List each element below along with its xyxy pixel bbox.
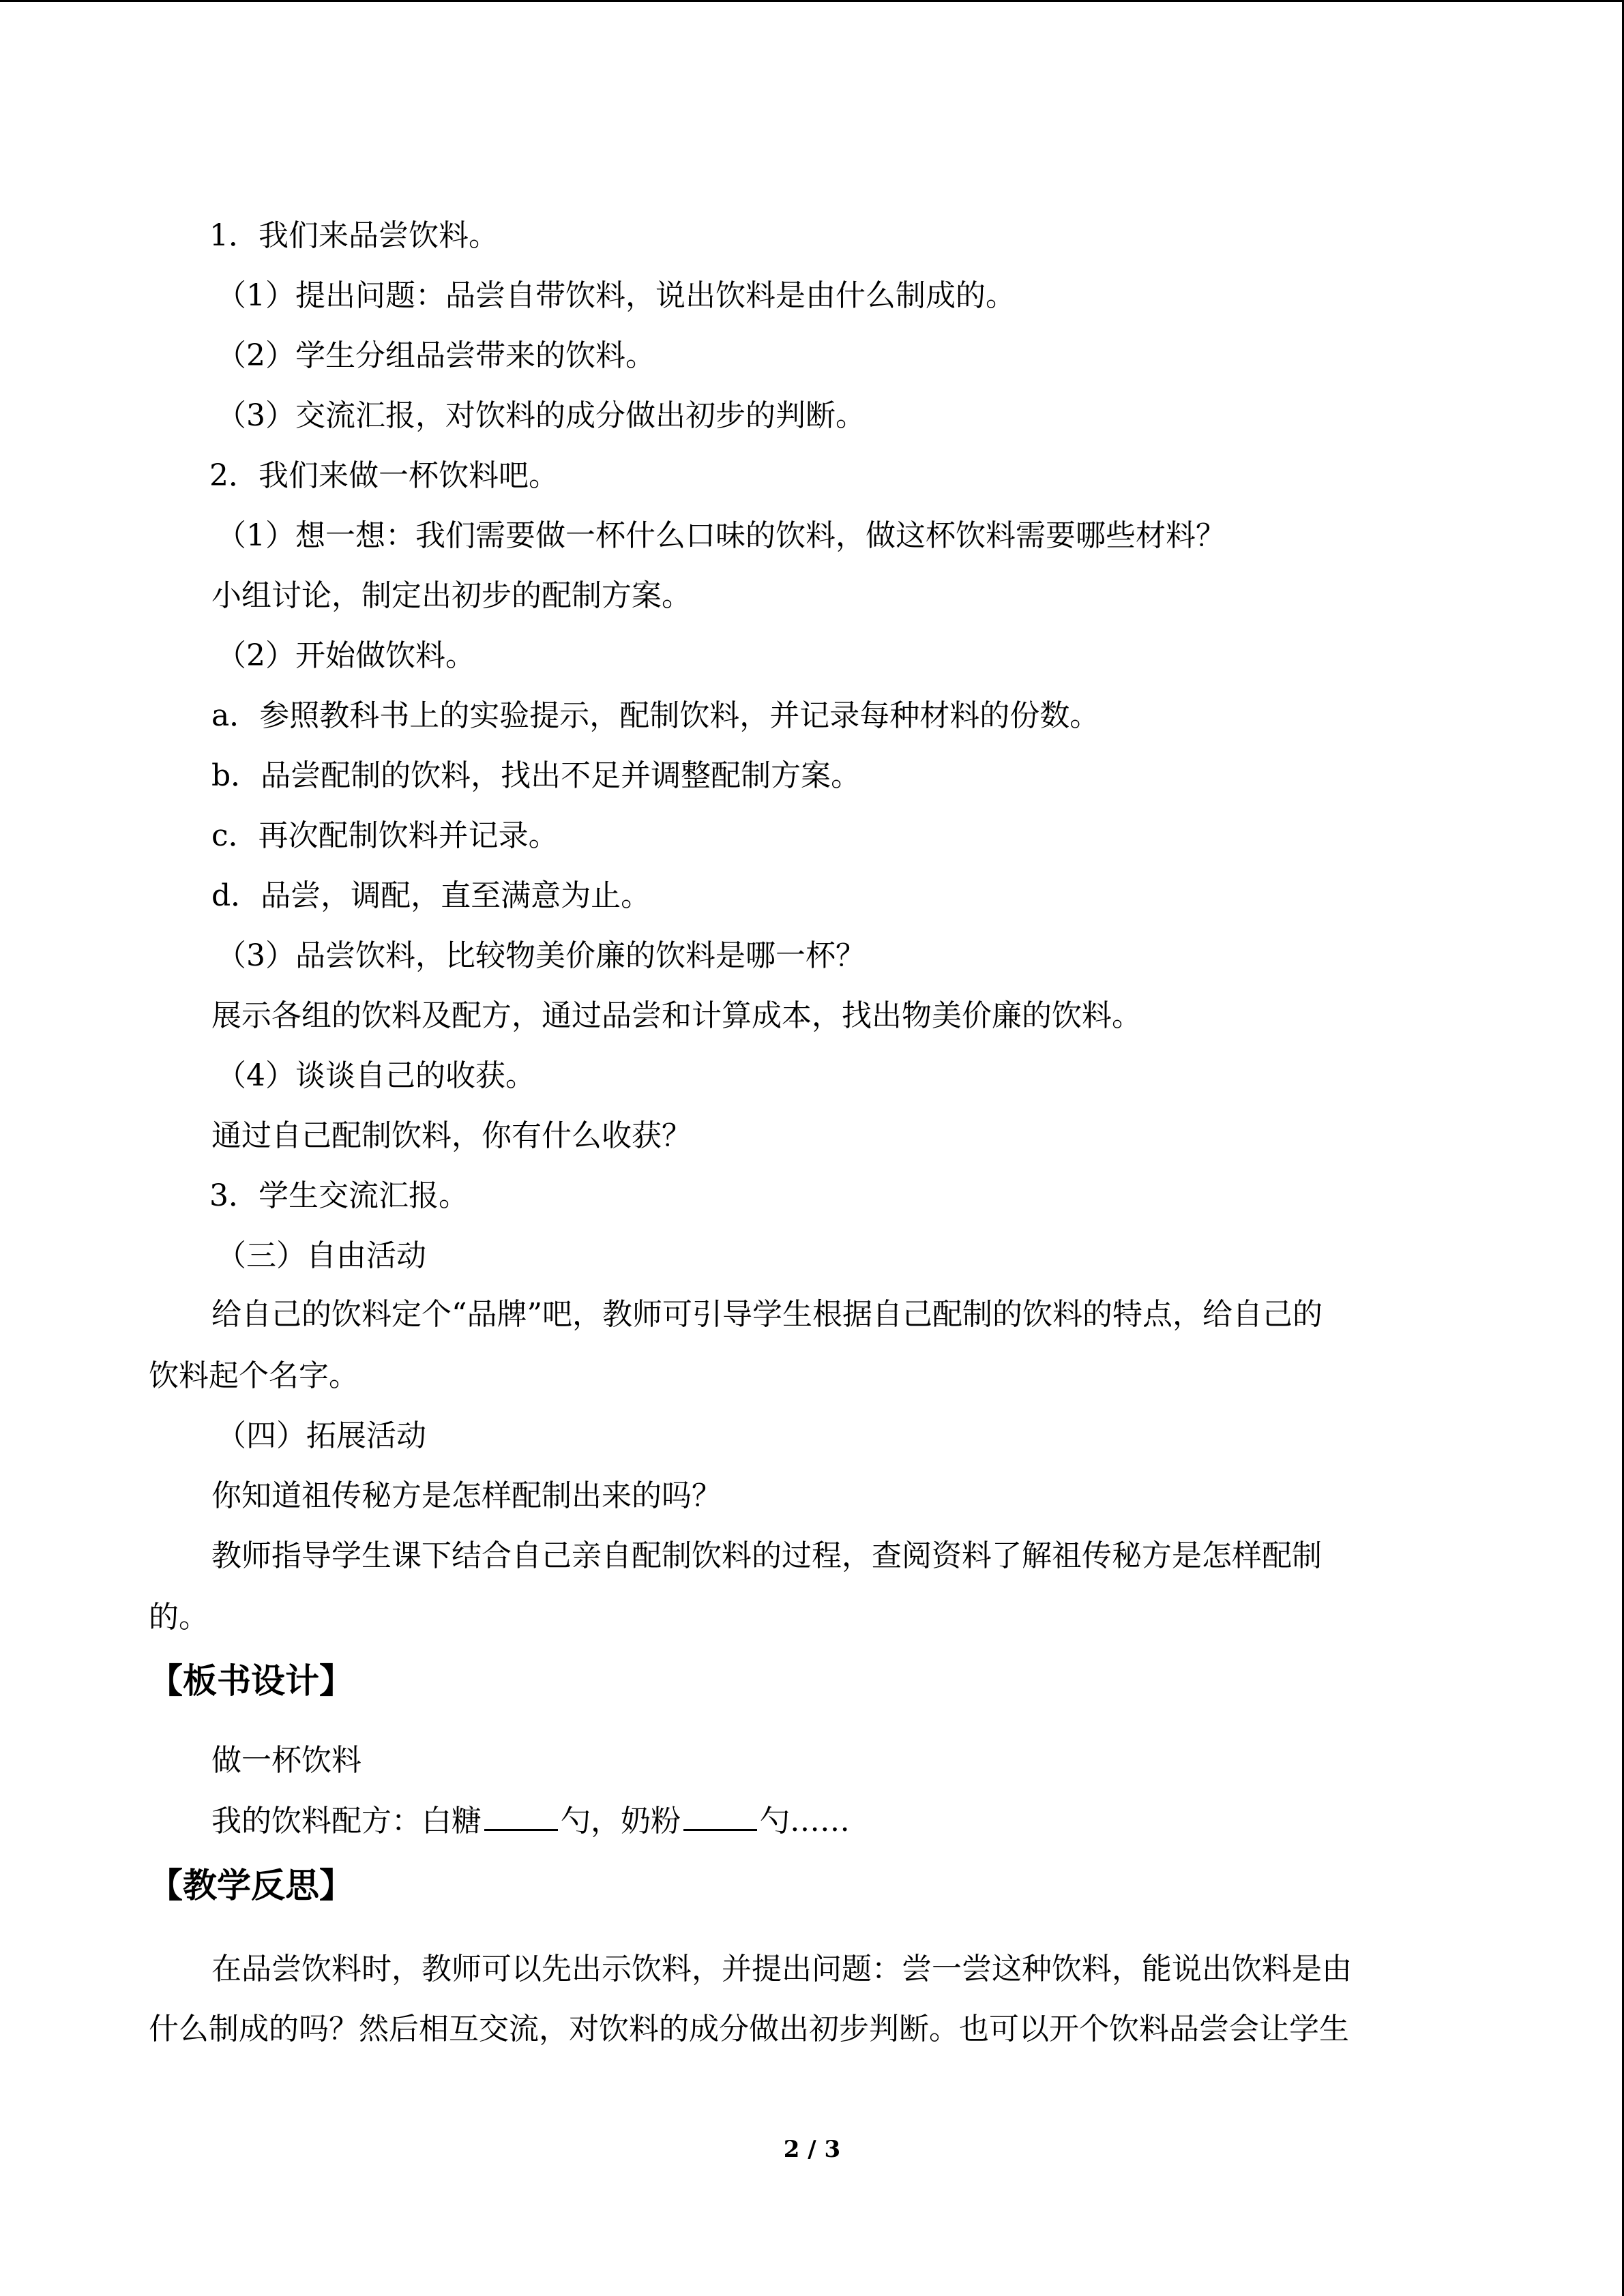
- page-number: 2 / 3: [783, 2136, 841, 2163]
- paragraph-line: 展示各组的饮料及配方，通过品尝和计算成本，找出物美价廉的饮料。: [211, 998, 1142, 1033]
- paragraph-line: 通过自己配制饮料，你有什么收获？: [211, 1118, 692, 1153]
- board-title: 做一杯饮料: [211, 1743, 361, 1778]
- paragraph-line: b．品尝配制的饮料，找出不足并调整配制方案。: [211, 758, 861, 793]
- paragraph-line: 小组讨论，制定出初步的配制方案。: [211, 578, 692, 613]
- section-heading-board-design: 【板书设计】: [149, 1661, 353, 1701]
- board-formula: [211, 1802, 850, 1840]
- paragraph-line: c．再次配制饮料并记录。: [211, 818, 559, 853]
- paragraph-line: 的。: [149, 1600, 209, 1635]
- formula-blank-milk: [683, 1802, 757, 1831]
- paragraph-line: 饮料起个名字。: [149, 1358, 359, 1393]
- reflection-line: 什么制成的吗？然后相互交流，对饮料的成分做出初步判断。也可以开个饮料品尝会让学生: [149, 2012, 1349, 2046]
- formula-prefix: 我的饮料配方：白糖: [211, 1804, 482, 1838]
- paragraph-line: a．参照教科书上的实验提示，配制饮料，并记录每种材料的份数。: [211, 698, 1100, 733]
- paragraph-line: 教师指导学生课下结合自己亲自配制饮料的过程，查阅资料了解祖传秘方是怎样配制: [211, 1538, 1322, 1573]
- paragraph-line: （2）学生分组品尝带来的饮料。: [216, 338, 655, 373]
- paragraph-line: （三）自由活动: [216, 1238, 426, 1273]
- paragraph-line: 你知道祖传秘方是怎样配制出来的吗？: [211, 1478, 722, 1513]
- paragraph-line: （1）想一想：我们需要做一杯什么口味的饮料，做这杯饮料需要哪些材料？: [216, 518, 1226, 553]
- paragraph-line: （3）交流汇报，对饮料的成分做出初步的判断。: [216, 398, 866, 433]
- paragraph-line: d．品尝，调配，直至满意为止。: [211, 878, 651, 913]
- paragraph-line: （3）品尝饮料，比较物美价廉的饮料是哪一杯？: [216, 938, 866, 973]
- paragraph-line: 2．我们来做一杯饮料吧。: [209, 458, 559, 493]
- paragraph-line: 1．我们来品尝饮料。: [209, 218, 499, 253]
- paragraph-line: 3．学生交流汇报。: [209, 1178, 469, 1213]
- paragraph-line: （四）拓展活动: [216, 1418, 426, 1453]
- paragraph-line: （1）提出问题：品尝自带饮料，说出饮料是由什么制成的。: [216, 278, 1016, 313]
- page-border-top: [0, 0, 1624, 2]
- paragraph-line: 给自己的饮料定个“品牌”吧，教师可引导学生根据自己配制的饮料的特点，给自己的: [211, 1297, 1323, 1332]
- paragraph-line: （2）开始做饮料。: [216, 638, 475, 673]
- formula-unit-2: 勺……: [760, 1804, 850, 1838]
- reflection-line: 在品尝饮料时，教师可以先出示饮料，并提出问题：尝一尝这种饮料，能说出饮料是由: [211, 1952, 1352, 1986]
- formula-unit-1: 勺，奶粉: [561, 1804, 681, 1838]
- formula-blank-sugar: [484, 1802, 558, 1831]
- section-heading-reflection: 【教学反思】: [149, 1866, 353, 1905]
- paragraph-line: （4）谈谈自己的收获。: [216, 1058, 535, 1093]
